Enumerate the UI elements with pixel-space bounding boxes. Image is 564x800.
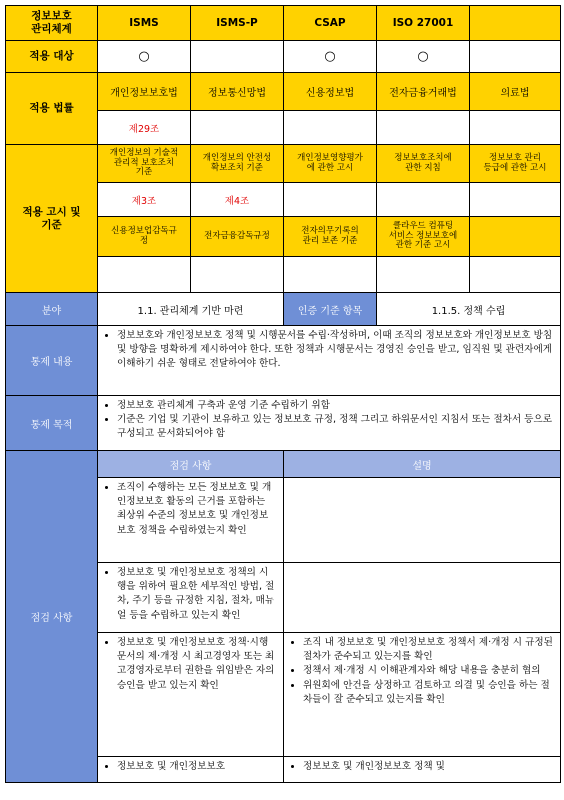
inspection-desc-item: • 정책서 제·개정 시 이해관계자와 해당 내용을 충분히 협의 bbox=[303, 664, 554, 678]
col-isms: ISMS bbox=[98, 6, 191, 41]
notice-article bbox=[470, 183, 561, 217]
notice-name: 개인정보영향평가 에 관한 고시 bbox=[284, 145, 377, 183]
field-label: 분야 bbox=[6, 293, 98, 326]
inspection-check-item: • 정보보호 및 개인정보보호 정책·시행문서의 제·개정 시 최고경영자 또는 최고경영자로부터 권한을 위임받은 자의 승인을 받고 있는지 확인 bbox=[117, 636, 277, 693]
law-name: 의료법 bbox=[470, 73, 561, 111]
notice-article bbox=[284, 183, 377, 217]
certification-table bbox=[5, 5, 561, 783]
inspection-desc-cell bbox=[284, 757, 561, 783]
notice-article: 제3조 bbox=[98, 183, 191, 217]
applicability-mark bbox=[470, 41, 561, 73]
inspection-check-cell bbox=[98, 633, 284, 757]
law-article bbox=[470, 111, 561, 145]
applicability-mark: ○ bbox=[98, 41, 191, 73]
laws-label: 적용 법률 bbox=[6, 73, 98, 145]
col-csap: CSAP bbox=[284, 6, 377, 41]
inspection-desc-cell bbox=[284, 478, 561, 563]
inspection-check-item: • 정보보호 및 개인정보보호 정책의 시행을 위하여 필요한 세부적인 방법, 절차, 주기 등을 규정한 지침, 절차, 매뉴얼 등을 수립하고 있는지 확인 bbox=[117, 566, 277, 623]
control-purpose-label: 통제 목적 bbox=[6, 396, 98, 451]
notice-article: 제4조 bbox=[191, 183, 284, 217]
applicability-mark: ○ bbox=[284, 41, 377, 73]
criteria-label: 인증 기준 항목 bbox=[284, 293, 377, 326]
empty-cell bbox=[284, 257, 377, 293]
field-value: 1.1. 관리체계 기반 마련 bbox=[98, 293, 284, 326]
inspection-desc-item: • 조직 내 정보보호 및 개인정보보호 정책서 제·개정 시 규정된 절차가 준수되고 있는지를 확인 bbox=[303, 636, 554, 664]
notice-name: 전자금융감독규정 bbox=[191, 217, 284, 257]
empty-cell bbox=[377, 257, 470, 293]
notices-label: 적용 고시 및 기준 bbox=[6, 145, 98, 293]
applicability-mark bbox=[191, 41, 284, 73]
control-purpose-item: • 기준은 기업 및 기관이 보유하고 있는 정보보호 규정, 정책 그리고 하위문서인 지침서 또는 절차서 등으로 구성되고 문서화되어야 함 bbox=[117, 413, 554, 441]
inspection-desc-item: • 위원회에 안건을 상정하고 검토하고 의결 및 승인을 하는 절차들이 잘 준수되고 있는지를 확인 bbox=[303, 679, 554, 707]
framework-corner-label: 정보보호 관리체계 bbox=[6, 6, 98, 41]
inspection-desc-cell bbox=[284, 563, 561, 633]
inspection-check-item: • 정보보호 및 개인정보보호 bbox=[117, 760, 277, 774]
empty-cell bbox=[470, 257, 561, 293]
notice-name: 개인정보의 안전성 확보조치 기준 bbox=[191, 145, 284, 183]
notice-name: 전자의무기록의 관리 보존 기준 bbox=[284, 217, 377, 257]
law-name: 정보통신망법 bbox=[191, 73, 284, 111]
empty-cell bbox=[191, 257, 284, 293]
criteria-value: 1.1.5. 정책 수립 bbox=[377, 293, 561, 326]
col-iso27001: ISO 27001 bbox=[377, 6, 470, 41]
notice-name: 클라우드 컴퓨팅 서비스 정보보호에 관한 기준 고시 bbox=[377, 217, 470, 257]
col-isms-p: ISMS-P bbox=[191, 6, 284, 41]
inspection-desc-item: • 정보보호 및 개인정보보호 정책 및 bbox=[303, 760, 554, 774]
law-name: 개인정보보호법 bbox=[98, 73, 191, 111]
law-name: 신용정보법 bbox=[284, 73, 377, 111]
law-article bbox=[377, 111, 470, 145]
inspection-check-cell bbox=[98, 757, 284, 783]
empty-cell bbox=[98, 257, 191, 293]
inspection-desc-cell bbox=[284, 633, 561, 757]
col-empty bbox=[470, 6, 561, 41]
notice-name bbox=[470, 217, 561, 257]
law-article: 제29조 bbox=[98, 111, 191, 145]
notice-name: 개인정보의 기술적 관리적 보호조치 기준 bbox=[98, 145, 191, 183]
inspection-check-header: 점검 사항 bbox=[98, 451, 284, 478]
law-article bbox=[284, 111, 377, 145]
inspection-label: 점검 사항 bbox=[6, 451, 98, 783]
applicability-mark: ○ bbox=[377, 41, 470, 73]
inspection-check-cell bbox=[98, 563, 284, 633]
law-article bbox=[191, 111, 284, 145]
applicability-label: 적용 대상 bbox=[6, 41, 98, 73]
control-content-item: • 정보보호와 개인정보보호 정책 및 시행문서를 수립·작성하며, 이때 조직의 정보보호와 개인정보보호 방침 및 방향을 명확하게 제시하여야 한다. 또한 정책과 시행문서는 경영진 승인을 받고, 임직원 및 관련자에게 이해하기 쉬운 형태로 전달하여야 한다. bbox=[117, 329, 554, 372]
inspection-desc-header: 설명 bbox=[284, 451, 561, 478]
inspection-check-item: • 조직이 수행하는 모든 정보보호 및 개인정보보호 활동의 근거를 포함하는 최상위 수준의 정보보호 및 개인정보보호 정책을 수립하였는지 확인 bbox=[117, 481, 277, 538]
control-content-label: 통제 내용 bbox=[6, 326, 98, 396]
control-purpose-body bbox=[98, 396, 561, 451]
inspection-check-cell bbox=[98, 478, 284, 563]
notice-article bbox=[377, 183, 470, 217]
notice-name: 정보보호 관리 등급에 관한 고시 bbox=[470, 145, 561, 183]
control-purpose-item: • 정보보호 관리체계 구축과 운영 기준 수립하기 위함 bbox=[117, 399, 554, 413]
control-content-body bbox=[98, 326, 561, 396]
law-name: 전자금융거래법 bbox=[377, 73, 470, 111]
notice-name: 정보보호조치에 관한 지침 bbox=[377, 145, 470, 183]
notice-name: 신용정보업감독규 정 bbox=[98, 217, 191, 257]
